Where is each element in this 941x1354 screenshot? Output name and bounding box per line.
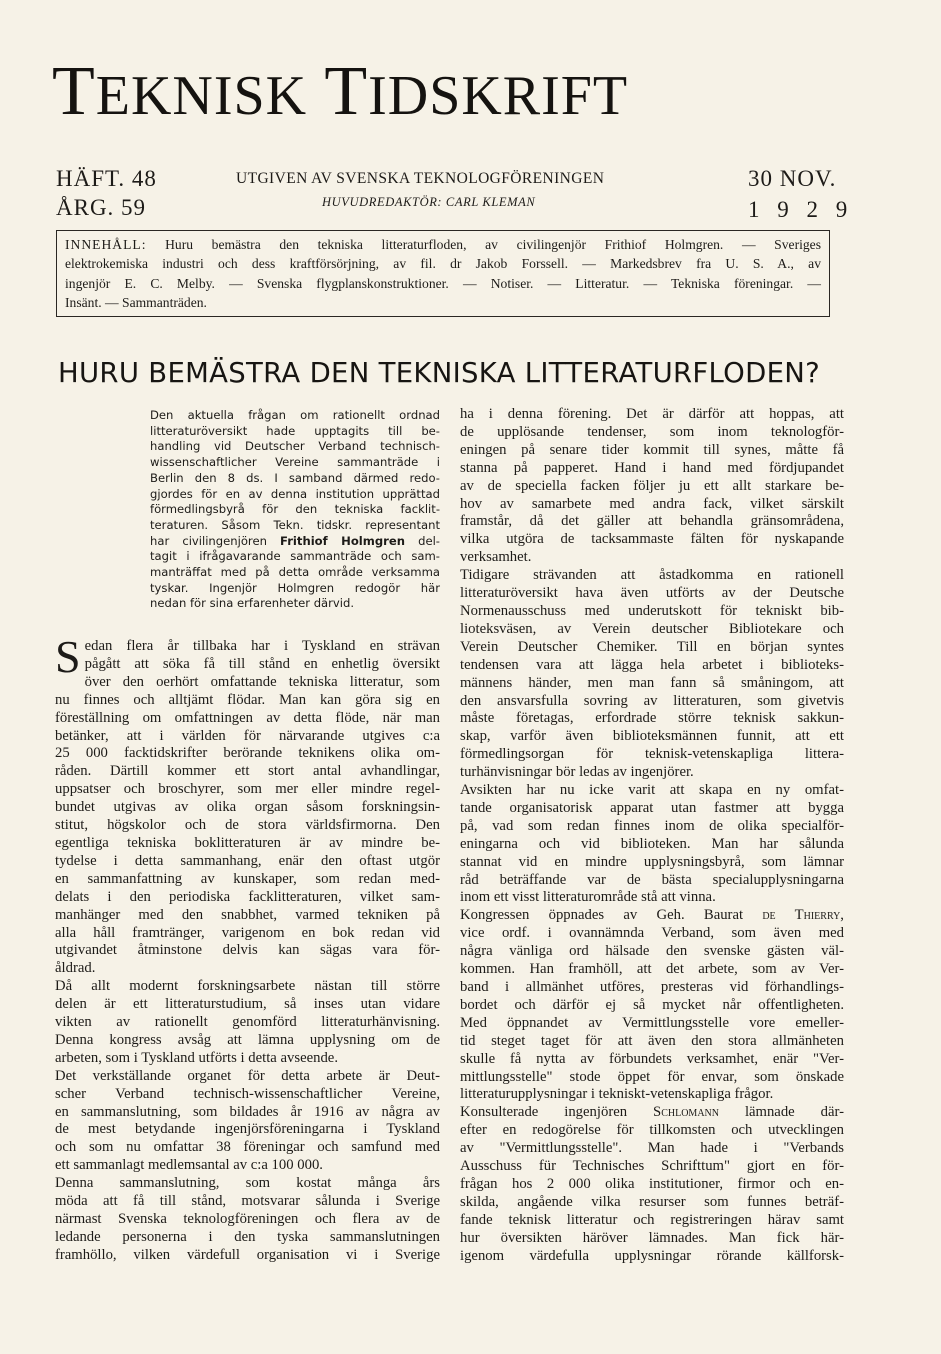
body-line: nu finnes och alltjämt flödar. Man kan göra sig en	[55, 691, 440, 708]
body-line: åldrad.	[55, 960, 96, 977]
contents-line: elektrokemiska industri och dess kraftförsörjning, av fil. dr Jakob Forssell. — Markedsbrev fra U. S. A., av	[65, 256, 821, 272]
body-line: Normenausschuss med underutskott för tekniskt bib-	[460, 602, 844, 619]
masthead-letter: T	[52, 53, 96, 130]
editor-line: HUVUDREDAKTÖR: CARL KLEMAN	[322, 195, 536, 209]
body-line: stanna på papperet. Hand i hand med fördjupandet	[460, 459, 844, 476]
masthead-word: IDSKRIFT	[368, 65, 629, 127]
body-line: mittlungsstelle" stode öppet för envar, som önskade	[460, 1068, 844, 1085]
body-line: vikten av rationellt genomförd litteraturhänvisning.	[55, 1014, 440, 1031]
body-line: edan flera år tillbaka har i Tyskland en strävan	[84, 638, 440, 654]
body-line: vilka utgöra de tacksammaste fälten för nyskapande	[460, 531, 844, 548]
body-line: framhöllo, vilken värdefull organisation vi i Sverige	[55, 1246, 440, 1263]
body-line: arbeten, som i Tyskland utförts i detta avseende.	[55, 1049, 338, 1066]
contents-line: Huru bemästra den tekniska litteraturfloden, av civilingenjör Frithiof Holmgren. — Sveriges	[146, 237, 821, 252]
body-line: hur översikten häröver lämnades. Man fick här-	[460, 1229, 844, 1246]
body-line: råden. Därtill kommer ett stort antal avhandlingar,	[55, 763, 440, 780]
author-name: Frithiof Holmgren	[280, 533, 405, 548]
body-text: Konsulterade ingenjören	[460, 1104, 654, 1121]
right-body-lines-c	[460, 1122, 844, 1265]
article-headline: HURU BEMÄSTRA DEN TEKNISKA LITTERATURFLODEN?	[58, 357, 821, 389]
body-line: fande teknisk litteratur och registreringen härav samt	[460, 1211, 844, 1228]
body-line: en sammanfattning av kunskaper, som redan med-	[55, 870, 440, 887]
issue-date: 30 NOV.	[748, 166, 837, 191]
body-line: närmast Svenska teknologföreningen och flera av de	[55, 1211, 440, 1227]
body-line: förmedlingsorgan för teknisk-vetenskapliga littera-	[460, 746, 844, 763]
body-line: efter en redogörelse för tillkomsten och utvecklingen	[460, 1122, 844, 1139]
right-body-lines-a	[460, 406, 844, 907]
body-line: eningarna och vid biblioteken. Man har sålunda	[460, 835, 844, 852]
intro-line: nedan för sina erfarenheter därvid.	[150, 596, 355, 611]
body-line: männens händer, men man fann så småningom, att	[460, 674, 844, 691]
intro-line: wissenschaftlicher Vereine sammanträde i	[150, 455, 440, 470]
body-line: tande organisatorisk apparat utan fastmer att bygga	[460, 799, 844, 816]
body-line: alla håll framtränger, varigenom en bok redan vid	[55, 924, 440, 941]
intro-line: Den aktuella frågan om rationellt ordnad	[150, 408, 440, 422]
body-line: tydelse i detta sammanhang, enär den oftast utgör	[55, 852, 440, 869]
body-line: skilda, angående vilka resurser som funnes beträf-	[460, 1193, 844, 1210]
body-line: bundet utgivas av olika organ såsom forskningsin-	[55, 799, 440, 816]
intro-line: förmedlingsbyrå för den tekniska facklit-	[150, 502, 440, 517]
contents-line: Insänt. — Sammanträden.	[65, 295, 207, 311]
body-line: delats i den periodiska facklitteraturen, vilket sam-	[55, 888, 440, 905]
masthead-word: EKNISK	[95, 65, 308, 127]
masthead-title	[52, 52, 852, 136]
body-text: Kongressen öppnades av Geh. Baurat	[460, 907, 763, 924]
body-line: uppsatser och broschyrer, som mer eller mindre regel-	[55, 781, 440, 798]
issue-year: 1 9 2 9	[748, 197, 854, 222]
body-line: band i allmänhet utföres, presteras vid förhandlings-	[460, 979, 844, 995]
body-line: bordet och därför ej så mycket når offentligheten.	[460, 996, 844, 1013]
intro-line: gjordes för en av denna institution upprättad	[150, 486, 440, 501]
body-line: framstår, då det gäller att behandla gränsområdena,	[460, 513, 844, 530]
issue-number: HÄFT. 48	[56, 166, 157, 191]
body-line: turhänvisningar bör ledas av ingenjörer.	[460, 764, 694, 781]
body-line: betänker, att i världen för närvarande utgives c:a	[55, 727, 440, 744]
body-line: en sammanslutning, som bildades år 1916 av några av	[55, 1103, 440, 1120]
body-line: 25 000 facktidskrifter berörande teknikens olika om-	[55, 745, 440, 762]
body-line: ett sammanlagt medlemsantal av c:a 100 000.	[55, 1157, 323, 1174]
body-line: Denna sammanslutning, som kostat många års	[55, 1175, 440, 1192]
body-line: tendensen vara att lägga hela arbetet i biblioteks-	[460, 656, 844, 673]
body-line: Tidigare strävanden att åstadkomma en rationell	[460, 567, 844, 584]
table-of-contents	[56, 230, 830, 317]
body-line: lioteksväsen, av Verein deutscher Bibliotekare och	[460, 620, 844, 637]
body-line: inom ett visst litteraturområde stå att vinna.	[460, 889, 716, 906]
intro-line: Berlin den 8 ds. I samband därmed redo-	[150, 470, 440, 485]
body-line: Ausschuss für Technisches Schrifttum" gjort en för-	[460, 1158, 844, 1175]
left-body-lines	[55, 674, 440, 1265]
article-column-left	[55, 631, 440, 1265]
body-line: över den oerhört omfattande tekniska litteratur, som	[84, 673, 440, 690]
right-body-lines-b	[460, 925, 844, 1104]
body-line: av "Vermittlungsstelle". Man hade i "Verbands	[460, 1140, 844, 1157]
body-line: litteraturupplysningar i tekniskt-vetenskapliga frågor.	[460, 1086, 774, 1103]
body-line: pågått att söka få till stånd en enhetlig översikt	[84, 655, 440, 672]
body-text: lämnade där-	[718, 1104, 844, 1121]
body-line: på, vad som redan finnes inom de olika specialför-	[460, 817, 844, 834]
body-line: eningen på senare tider kommit till synes, måtte få	[460, 441, 844, 458]
body-line: Det verkställande organet för detta arbete är Deut-	[55, 1067, 440, 1084]
body-line: ha i denna förening. Det är därför att hoppas, att	[460, 406, 844, 422]
masthead-letter: T	[324, 53, 369, 130]
body-line: frågan hos 2 000 olika institutioner, firmor och en-	[460, 1175, 844, 1192]
body-line: kommen. Han framhöll, att det arbete, som av Ver-	[460, 961, 844, 978]
body-line: scher Verband technisch-wissenschaftlicher Vereine,	[55, 1085, 440, 1102]
body-line: de mest betydande ingenjörsföreningarna i Tyskland	[55, 1121, 440, 1138]
body-line: ledande personerna i den tyska sammanslutningen	[55, 1228, 440, 1245]
body-line: den ansvarsfulla sovring av litteraturen, som givetvis	[460, 692, 844, 709]
body-line: av de speciella facken följer ju ett allt starkare be-	[460, 477, 844, 494]
body-line: råd beträffande var de bästa specialupplysningarna	[460, 871, 844, 888]
body-line: och som nu omfattar 38 föreningar och samfund med	[55, 1139, 440, 1156]
body-line: utgivandet åtminstone delvis kan sägas vara för-	[55, 942, 440, 959]
intro-line: manträffat med på detta område verksamma	[150, 565, 440, 580]
body-line: vice ordf. i ovannämnda Verband, som även med	[460, 925, 844, 942]
body-line: delen är ett litteraturstudium, så inses utan vidare	[55, 996, 440, 1013]
person-name: de Thierry,	[762, 907, 844, 924]
body-line: några vänliga ord hälsade den svenske gästen väl-	[460, 943, 844, 960]
intro-line: teraturen. Såsom Tekn. tidskr. representant	[150, 517, 440, 532]
body-line: skap, varför även biblioteksmännen funnit, att ett	[460, 728, 844, 745]
intro-line: litteraturöversikt hade upptagits till be-	[150, 423, 440, 438]
body-line: stannat vid en mindre upplysningsbyrå, som lämnar	[460, 853, 844, 870]
body-line: Denna kongress avsåg att lämna upplysning om de	[55, 1031, 440, 1048]
body-line: tid steget taget för att även den stora allmänheten	[460, 1032, 844, 1049]
body-line: hov av samarbete med andra fack, vilket särskilt	[460, 495, 844, 512]
publisher-line: UTGIVEN AV SVENSKA TEKNOLOGFÖRENINGEN	[236, 170, 605, 187]
body-line: Med öppnandet av Vermittlungsstelle vore emeller-	[460, 1014, 844, 1031]
intro-text: del-	[404, 533, 440, 548]
body-line: Då allt modernt forskningsarbete nästan till större	[55, 978, 440, 995]
contents-line: ingenjör E. C. Melby. — Svenska flygplanskonstruktioner. — Notiser. — Litteratur. — Tekniska föreningar. —	[65, 275, 821, 291]
intro-line: handling vid Deutscher Verband technisch-	[150, 439, 440, 454]
intro-text: har civilingenjören	[150, 533, 281, 548]
body-line: verksamhet.	[460, 549, 532, 566]
volume-year: ÅRG. 59	[56, 195, 147, 220]
contents-lead: INNEHÅLL:	[65, 237, 147, 252]
body-line: Avsikten har nu icke varit att skapa en ny omfat-	[460, 782, 844, 799]
intro-line: tagit i ifrågavarande sammanträde och sam-	[150, 549, 440, 564]
body-line: igenom värdefulla upplysningar rörande källforsk-	[460, 1247, 844, 1264]
article-intro	[150, 408, 440, 612]
body-line: Verein Deutscher Chemiker. Till en början syntes	[460, 638, 844, 655]
person-name: Schlomann	[653, 1104, 719, 1121]
body-line: stitut, högskolor och de stora världsfirmorna. Den	[55, 817, 440, 834]
body-line: manhänger med den snabbhet, varmed tekniken på	[55, 906, 440, 923]
body-line: föreställning om omfattningen av detta flöde, när man	[55, 709, 440, 726]
body-line: måste företagas, erfordrade större teknisk sakkun-	[460, 710, 844, 727]
body-line: skulle få nytta av förbundets verksamhet, enär "Ver-	[460, 1050, 844, 1067]
article-column-right	[460, 406, 844, 1266]
intro-line: tyskar. Ingenjör Holmgren redogör här	[150, 580, 440, 595]
body-line: möda att få till stånd, motsvarar sålunda i Sverige	[55, 1193, 440, 1210]
drop-cap: S	[55, 631, 81, 682]
body-line: egentliga tekniska boklitteraturen är av mindre be-	[55, 834, 440, 851]
body-line: litteraturöversikt hava även utförts av der Deutsche	[460, 585, 844, 602]
body-line: de upplösande tendenser, som inom teknologför-	[460, 423, 844, 440]
